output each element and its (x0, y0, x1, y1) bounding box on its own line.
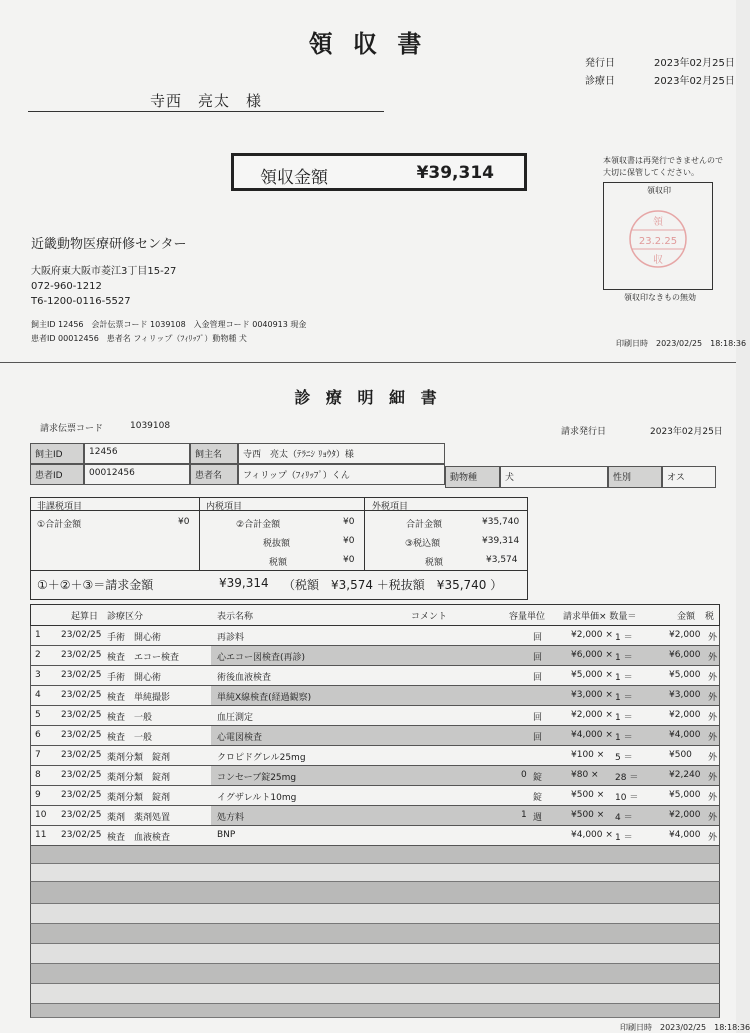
non-taxable-total: ¥0 (178, 517, 190, 527)
row-name: コンセーブ錠25mg (217, 773, 297, 783)
col-qty-unit: 容量単位 (509, 612, 546, 622)
row-tax: 外 (708, 673, 718, 683)
row-date: 23/02/25 (61, 770, 102, 780)
svg-text:収: 収 (653, 255, 663, 266)
clinic-phone: 072-960-1212 (31, 281, 102, 292)
row-count: 5 ＝ (615, 753, 633, 763)
row-date: 23/02/25 (61, 830, 102, 840)
exclusive-incl: ¥39,314 (482, 536, 520, 546)
row-name: イグザレルト10mg (217, 793, 297, 803)
row-unit-price: ¥2,000 × (571, 630, 613, 640)
row-tax: 外 (708, 633, 718, 643)
row-date: 23/02/25 (61, 790, 102, 800)
col-amount: 金額 (677, 612, 696, 622)
col-tax: 税 (705, 612, 715, 622)
table-row (30, 826, 720, 846)
table-row (30, 626, 720, 646)
row-qty: 1 (521, 810, 527, 820)
clinic-registration: T6-1200-0116-5527 (31, 296, 131, 307)
row-amount: ¥2,000 (669, 630, 701, 640)
sex: オス (662, 466, 716, 488)
owner-id-label: 飼主ID (30, 443, 84, 464)
row-tax: 外 (708, 693, 718, 703)
row-number: 11 (35, 830, 47, 840)
row-category: 検査 単純撮影 (107, 693, 171, 703)
grand-total-label: ①＋②＋③＝請求金額 (37, 578, 154, 592)
row-count: 1 ＝ (615, 833, 633, 843)
row-name: 処方料 (217, 813, 245, 823)
detail-title: 診 療 明 細 書 (294, 388, 442, 407)
row-amount: ¥2,240 (669, 770, 701, 780)
row-date: 23/02/25 (61, 650, 102, 660)
row-tax: 外 (708, 773, 718, 783)
row-date: 23/02/25 (61, 710, 102, 720)
patient-line: 患者ID 00012456 患者名 フィリップ（ﾌｨﾘｯﾌﾟ）動物種 犬 (31, 334, 247, 343)
row-name: 再診料 (217, 633, 245, 643)
patient-id: 00012456 (84, 464, 190, 485)
row-tax: 外 (708, 733, 718, 743)
row-count: 1 ＝ (615, 733, 633, 743)
empty-row (30, 904, 720, 924)
table-row (30, 746, 720, 766)
footer-print-timestamp: 印刷日時 2023/02/25 18:18:36 (620, 1023, 750, 1032)
reissue-notice-1: 本領収書は再発行できませんので (603, 156, 723, 165)
row-unit: 回 (533, 713, 543, 723)
row-count: 1 ＝ (615, 633, 633, 643)
row-number: 6 (35, 730, 41, 740)
stamp-label: 領収印 (647, 186, 671, 195)
col-date: 起算日 (71, 612, 99, 622)
row-category: 検査 エコー検査 (107, 653, 180, 663)
exclusive-total-label: 合計金額 (406, 520, 443, 530)
row-amount: ¥2,000 (669, 710, 701, 720)
row-category: 検査 一般 (107, 733, 153, 743)
reissue-notice-2: 大切に保管してください。 (603, 168, 699, 177)
row-category: 検査 一般 (107, 713, 153, 723)
issue-date-label: 発行日 (585, 58, 615, 69)
row-unit-price: ¥100 × (571, 750, 605, 760)
row-amount: ¥4,000 (669, 730, 701, 740)
row-name: 術後血液検査 (217, 673, 272, 683)
owner-id: 12456 (84, 443, 190, 464)
species-label: 動物種 (445, 466, 500, 488)
row-number: 2 (35, 650, 41, 660)
billing-date-label: 請求発行日 (561, 427, 607, 437)
exclusive-tax: ¥3,574 (486, 555, 518, 565)
receipt-amount-value: ¥39,314 (416, 163, 494, 183)
row-date: 23/02/25 (61, 690, 102, 700)
row-category: 薬剤分類 錠剤 (107, 773, 171, 783)
row-category: 検査 血液検査 (107, 833, 171, 843)
row-qty: 0 (521, 770, 527, 780)
customer-underline (28, 111, 384, 112)
empty-row (30, 1004, 720, 1018)
row-unit-price: ¥500 × (571, 810, 605, 820)
row-unit: 回 (533, 673, 543, 683)
row-name: 単純X線検査(経過観察) (217, 693, 312, 703)
table-row (30, 806, 720, 826)
row-unit-price: ¥80 × (571, 770, 599, 780)
row-date: 23/02/25 (61, 810, 102, 820)
empty-row (30, 964, 720, 984)
exclusive-incl-label: ③税込額 (405, 539, 441, 549)
row-number: 9 (35, 790, 41, 800)
receipt-title: 領 収 書 (308, 30, 428, 58)
row-amount: ¥4,000 (669, 830, 701, 840)
invoice-code-label: 請求伝票コード (40, 424, 104, 434)
items-table-header (30, 604, 720, 626)
row-category: 薬剤分類 錠剤 (107, 753, 171, 763)
inclusive-pretax-label: 税抜額 (263, 539, 291, 549)
row-tax: 外 (708, 833, 718, 843)
col-category: 診療区分 (107, 612, 144, 622)
row-tax: 外 (708, 753, 718, 763)
owner-name: 寺西 亮太（ﾃﾗﾆｼ ﾘｮｳﾀ）様 (238, 443, 445, 464)
empty-row (30, 984, 720, 1004)
row-unit-price: ¥6,000 × (571, 650, 613, 660)
row-count: 1 ＝ (615, 713, 633, 723)
visit-date: 2023年02月25日 (654, 76, 735, 87)
row-unit: 週 (533, 813, 543, 823)
row-date: 23/02/25 (61, 730, 102, 740)
grand-total-row (30, 570, 528, 600)
row-amount: ¥3,000 (669, 690, 701, 700)
inclusive-total-label: ②合計金額 (236, 520, 281, 530)
row-name: 血圧測定 (217, 713, 254, 723)
non-taxable-title: 非課税項目 (37, 502, 83, 512)
row-count: 4 ＝ (615, 813, 633, 823)
visit-date-label: 診療日 (585, 76, 615, 87)
row-name: 心電図検査 (217, 733, 263, 743)
table-row (30, 766, 720, 786)
print-timestamp: 印刷日時 2023/02/25 18:18:36 (616, 339, 747, 348)
row-number: 4 (35, 690, 41, 700)
table-row (30, 726, 720, 746)
issue-date: 2023年02月25日 (654, 58, 735, 69)
row-tax: 外 (708, 713, 718, 723)
row-unit-price: ¥3,000 × (571, 690, 613, 700)
exclusive-total: ¥35,740 (482, 517, 520, 527)
col-comment: コメント (411, 612, 448, 622)
tax-header-row (30, 497, 528, 511)
row-amount: ¥6,000 (669, 650, 701, 660)
tax-divider-1 (199, 497, 200, 571)
empty-row (30, 882, 720, 904)
row-unit: 錠 (533, 773, 543, 783)
row-unit: 回 (533, 653, 543, 663)
grand-total-value: ¥39,314 (219, 576, 269, 590)
codes-line: 飼主ID 12456 会計伝票コード 1039108 入金管理コード 0040913 現金 (31, 320, 307, 329)
row-amount: ¥500 (669, 750, 692, 760)
billing-date: 2023年02月25日 (650, 427, 723, 437)
empty-row (30, 944, 720, 964)
table-row (30, 646, 720, 666)
row-amount: ¥2,000 (669, 810, 701, 820)
empty-row (30, 864, 720, 882)
row-name: BNP (217, 830, 236, 840)
row-date: 23/02/25 (61, 750, 102, 760)
inclusive-title: 内税項目 (206, 502, 243, 512)
sex-label: 性別 (608, 466, 662, 488)
exclusive-tax-label: 税額 (425, 558, 444, 568)
table-row (30, 686, 720, 706)
patient-id-label: 患者ID (30, 464, 84, 485)
svg-text:領: 領 (653, 217, 663, 228)
non-taxable-total-label: ①合計金額 (37, 520, 82, 530)
row-tax: 外 (708, 813, 718, 823)
row-category: 薬剤分類 錠剤 (107, 793, 171, 803)
inclusive-total: ¥0 (343, 517, 355, 527)
patient-name: フィリップ（ﾌｨﾘｯﾌﾟ）くん (238, 464, 445, 485)
receipt-amount-box (231, 153, 527, 191)
row-unit-price: ¥4,000 × (571, 830, 613, 840)
row-name: クロピドグレル25mg (217, 753, 306, 763)
row-count: 28 ＝ (615, 773, 639, 783)
row-number: 10 (35, 810, 47, 820)
row-unit-price: ¥5,000 × (571, 670, 613, 680)
owner-name-label: 飼主名 (190, 443, 238, 464)
inclusive-pretax: ¥0 (343, 536, 355, 546)
row-number: 3 (35, 670, 41, 680)
row-date: 23/02/25 (61, 670, 102, 680)
row-unit-price: ¥2,000 × (571, 710, 613, 720)
svg-text:23.2.25: 23.2.25 (638, 236, 678, 247)
row-count: 1 ＝ (615, 653, 633, 663)
table-row (30, 706, 720, 726)
col-name: 表示名称 (217, 612, 254, 622)
row-shading (211, 726, 719, 745)
invoice-code: 1039108 (130, 421, 171, 431)
row-category: 手術 開心術 (107, 673, 162, 683)
row-shading (211, 806, 719, 825)
row-amount: ¥5,000 (669, 670, 701, 680)
inclusive-tax: ¥0 (343, 555, 355, 565)
row-count: 1 ＝ (615, 693, 633, 703)
row-count: 1 ＝ (615, 673, 633, 683)
row-unit: 回 (533, 633, 543, 643)
row-unit-price: ¥500 × (571, 790, 605, 800)
row-unit: 錠 (533, 793, 543, 803)
stamp-invalid-note: 領収印なきもの無効 (624, 293, 696, 302)
tax-divider-2 (364, 497, 365, 571)
row-number: 5 (35, 710, 41, 720)
empty-row (30, 846, 720, 864)
row-tax: 外 (708, 653, 718, 663)
stamp-box (603, 182, 713, 290)
table-row (30, 666, 720, 686)
section-divider (0, 362, 736, 363)
row-number: 7 (35, 750, 41, 760)
row-category: 手術 開心術 (107, 633, 162, 643)
grand-total-breakdown: （税額 ¥3,574 ＋税抜額 ¥35,740 ） (283, 578, 503, 592)
row-tax: 外 (708, 793, 718, 803)
row-count: 10 ＝ (615, 793, 639, 803)
species: 犬 (500, 466, 608, 488)
row-number: 8 (35, 770, 41, 780)
row-category: 薬剤 薬剤処置 (107, 813, 171, 823)
row-amount: ¥5,000 (669, 790, 701, 800)
receipt-amount-label: 領収金額 (260, 168, 328, 188)
patient-name-label: 患者名 (190, 464, 238, 485)
row-number: 1 (35, 630, 41, 640)
receipt-seal (604, 183, 712, 289)
customer-name: 寺西 亮太 様 (150, 92, 263, 110)
col-unit-price: 請求単価× 数量＝ (563, 612, 637, 622)
clinic-address: 大阪府東大阪市菱江3丁目15-27 (31, 266, 177, 277)
row-name: 心エコー図検査(再診) (217, 653, 306, 663)
empty-row (30, 924, 720, 944)
exclusive-title: 外税項目 (372, 502, 409, 512)
clinic-name: 近畿動物医療研修センター (31, 237, 187, 252)
table-row (30, 786, 720, 806)
row-date: 23/02/25 (61, 630, 102, 640)
row-unit: 回 (533, 733, 543, 743)
inclusive-tax-label: 税額 (269, 558, 288, 568)
row-unit-price: ¥4,000 × (571, 730, 613, 740)
